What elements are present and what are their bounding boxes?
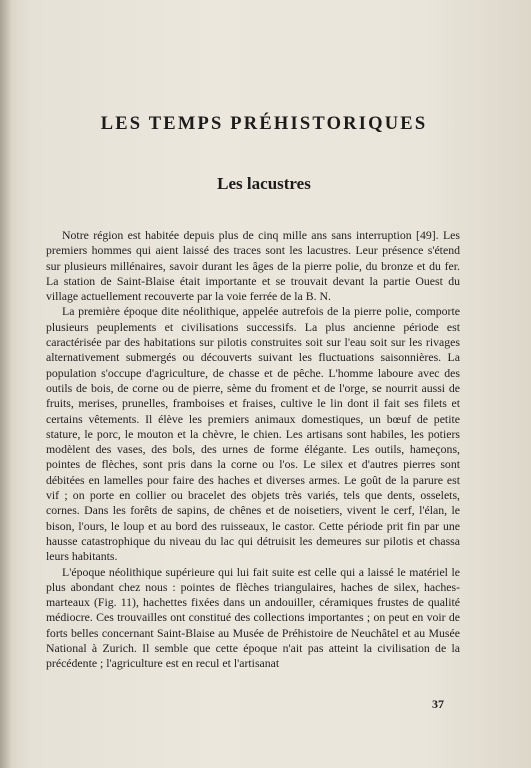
- section-title: Les lacustres: [217, 174, 311, 193]
- page-number: 37: [432, 697, 444, 711]
- paragraph: Notre région est habitée depuis plus de cinq mille ans sans interruption [49]. Les premiers hommes qui aient laissé des traces sont les lacustres. Leur présence s'étend sur plusieurs millénaires, savoir durant les âges de la pierre polie, du bronze et du fer. La station de Saint-Blaise était importante et se trouvait devant la partie Ouest du village actuellement recouverte par la voie ferrée de la B. N.: [46, 228, 460, 304]
- paragraph: La première époque dite néolithique, appelée autrefois de la pierre polie, comporte plusieurs peuplements et civilisations successifs. La plus ancienne période est caractérisée par des habitations sur pilotis construites soit sur l'eau soit sur les rivages alternativement submergés ou découverts suivant les fluctuations saisonnières. La population s'occupe d'agriculture, de chasse et de pêche. L'homme laboure avec des outils de bois, de corne ou de pierre, sème du froment et de l'orge, se nourrit aussi de fruits, merises, prunelles, framboises et fraises, cultive le lin dont il fait ses filets et certains vêtements. Il élève les premiers animaux domestiques, un bœuf de petite stature, le porc, le mouton et la chèvre, le chien. Les artisans sont habiles, les potiers modèlent des vases, des bols, des urnes de forme élégante. Les outils, hameçons, pointes de flèches, sont pris dans la corne ou l'os. Le silex et d'autres pierres sont débitées en lamelles pour faire des haches et diverses armes. Le goût de la parure est vif ; on porte en collier ou bracelet des objets très variés, tels que dents, osselets, cornes. Dans les forêts de sapins, de chênes et de noisetiers, vivent le cerf, l'élan, le bison, l'ours, le loup et au bord des ruisseaux, le castor. Cette période prit fin par une hausse catastrophique du niveau du lac qui détruisit les demeures sur pilotis et chassa leurs habitants.: [46, 304, 460, 564]
- binding-shadow: [0, 0, 12, 768]
- chapter-title: LES TEMPS PRÉHISTORIQUES: [100, 114, 428, 134]
- paragraph: L'époque néolithique supérieure qui lui fait suite est celle qui a laissé le matériel le plus abondant chez nous : pointes de flèches triangulaires, haches de silex, haches-marteaux (Fig. 11), hachettes fixées dans un andouiller, céramiques frustes de qualité médiocre. Ces trouvailles ont constitué des collections importantes ; on peut en voir de forts belles concernant Saint-Blaise au Musée de Préhistoire de Neuchâtel et au Musée National à Zurich. Il semble que cette époque n'ait pas atteint la civilisation de la précédente ; l'agriculture est en recul et l'artisanat: [46, 564, 460, 671]
- body-text: [46, 228, 460, 672]
